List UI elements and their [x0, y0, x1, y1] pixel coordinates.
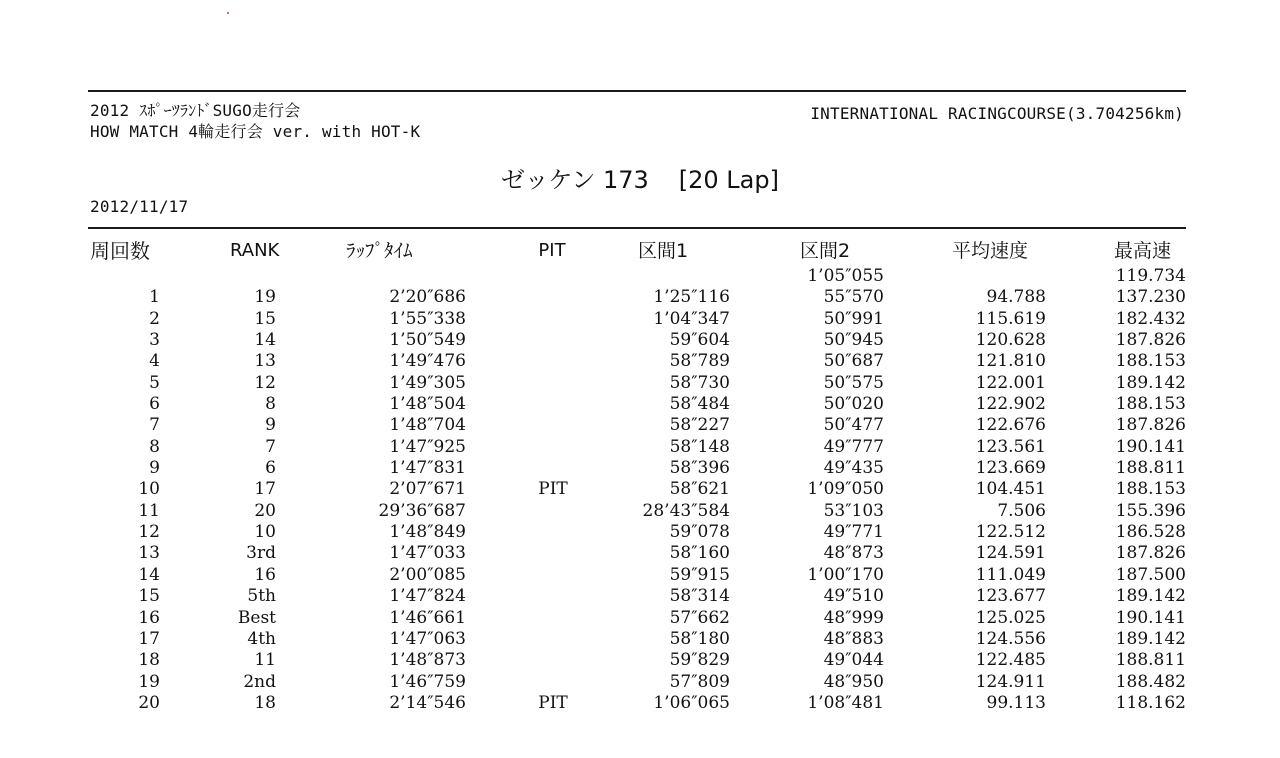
- cell-sector1: 59″829: [669, 650, 730, 671]
- cell-lap-time: 1’46″759: [389, 671, 466, 692]
- cell-max-speed: 188.811: [1115, 458, 1186, 479]
- cell-max-speed: 187.826: [1115, 415, 1186, 436]
- table-row: [0, 650, 1280, 671]
- cell-avg-speed: 124.591: [975, 543, 1046, 564]
- cell-avg-speed: 123.669: [975, 458, 1046, 479]
- cell-lap-time: 1’48″849: [389, 522, 466, 543]
- cell-max-speed: 189.142: [1115, 372, 1186, 393]
- cell-rank: 13: [254, 351, 276, 372]
- cell-lap-time: 2’00″085: [389, 564, 466, 585]
- cell-rank: 5th: [247, 586, 276, 607]
- table-row: [0, 373, 1280, 394]
- cell-avg-speed: 7.506: [997, 500, 1046, 521]
- cell-lap-time: 1’47″831: [389, 458, 466, 479]
- cell-avg-speed: 124.556: [975, 628, 1046, 649]
- table-row: [0, 479, 1280, 500]
- cell-rank: Best: [237, 607, 276, 628]
- out-lap-row: [0, 266, 1280, 287]
- cell-max-speed: 137.230: [1115, 287, 1186, 308]
- cell-lap: 11: [138, 500, 160, 521]
- cell-avg-speed: 122.902: [975, 394, 1046, 415]
- cell-lap: 16: [138, 607, 160, 628]
- cell-sector2: 55″570: [823, 287, 884, 308]
- cell-avg-speed: 122.001: [975, 372, 1046, 393]
- cell-rank: 6: [265, 458, 276, 479]
- table-row: [0, 437, 1280, 458]
- cell-lap: 14: [138, 564, 160, 585]
- cell-lap-time: 2’20″686: [389, 287, 466, 308]
- cell-sector1: 28’43″584: [642, 500, 730, 521]
- cell-sector2: 1’05″055: [807, 266, 884, 286]
- cell-max-speed: 182.432: [1115, 308, 1186, 329]
- cell-lap-time: 1’49″476: [389, 351, 466, 372]
- cell-rank: 10: [254, 522, 276, 543]
- cell-avg-speed: 111.049: [975, 564, 1046, 585]
- table-row: [0, 458, 1280, 479]
- col-header-avg-speed: 平均速度: [952, 240, 1029, 262]
- cell-sector2: 50″575: [823, 372, 884, 393]
- cell-sector2: 50″477: [823, 415, 884, 436]
- cell-max-speed: 188.811: [1115, 650, 1186, 671]
- lap-count-label: [20 Lap]: [678, 166, 779, 194]
- cell-sector1: 58″789: [669, 351, 730, 372]
- table-row: [0, 693, 1280, 714]
- cell-sector2: 1’08″481: [807, 692, 884, 713]
- table-row: [0, 608, 1280, 629]
- cell-max-speed: 187.826: [1115, 330, 1186, 351]
- cell-sector1: 58″314: [669, 586, 730, 607]
- cell-lap: 10: [138, 479, 160, 500]
- cell-rank: 4th: [247, 628, 276, 649]
- cell-sector2: 49″777: [823, 436, 884, 457]
- cell-rank: 20: [254, 500, 276, 521]
- cell-lap: 20: [138, 692, 160, 713]
- cell-sector1: 58″621: [669, 479, 730, 500]
- table-row: [0, 501, 1280, 522]
- cell-sector2: 50″945: [823, 330, 884, 351]
- cell-pit: PIT: [538, 479, 568, 500]
- table-row: [0, 309, 1280, 330]
- cell-lap-time: 1’48″504: [389, 394, 466, 415]
- cell-sector2: 49″771: [823, 522, 884, 543]
- cell-max-speed: 187.826: [1115, 543, 1186, 564]
- cell-rank: 12: [254, 372, 276, 393]
- cell-sector1: 57″662: [669, 607, 730, 628]
- cell-lap-time: 29’36″687: [378, 500, 466, 521]
- cell-max-speed: 190.141: [1115, 436, 1186, 457]
- col-header-max-speed: 最高速: [1114, 240, 1172, 262]
- event-subtitle: HOW MATCH 4輪走行会 ver. with HOT-K: [90, 122, 421, 141]
- cell-lap-time: 2’07″671: [389, 479, 466, 500]
- cell-max-speed: 155.396: [1115, 500, 1186, 521]
- cell-sector1: 59″604: [669, 330, 730, 351]
- cell-lap: 6: [149, 394, 160, 415]
- cell-avg-speed: 115.619: [975, 308, 1046, 329]
- cell-sector2: 1’09″050: [807, 479, 884, 500]
- cell-sector2: 49″435: [823, 458, 884, 479]
- cell-lap: 5: [149, 372, 160, 393]
- table-row: [0, 543, 1280, 564]
- session-date: 2012/11/17: [90, 197, 189, 216]
- cell-sector2: 48″999: [823, 607, 884, 628]
- cell-avg-speed: 123.561: [975, 436, 1046, 457]
- cell-sector1: 58″730: [669, 372, 730, 393]
- cell-lap: 1: [149, 287, 160, 308]
- event-title: 2012 ｽﾎﾟｰﾂﾗﾝﾄﾞSUGO走行会: [90, 101, 301, 120]
- cell-lap: 2: [149, 308, 160, 329]
- cell-rank: 14: [254, 330, 276, 351]
- cell-sector1: 58″396: [669, 458, 730, 479]
- paper-speck: [227, 12, 229, 14]
- cell-sector2: 50″020: [823, 394, 884, 415]
- col-header-pit: PIT: [538, 240, 566, 261]
- cell-avg-speed: 122.512: [975, 522, 1046, 543]
- cell-lap-time: 1’46″661: [389, 607, 466, 628]
- cell-lap-time: 1’55″338: [389, 308, 466, 329]
- table-row: [0, 522, 1280, 543]
- lap-time-table: [0, 236, 1280, 714]
- cell-max-speed: 119.734: [1115, 266, 1186, 286]
- table-row: [0, 330, 1280, 351]
- cell-rank: 19: [254, 287, 276, 308]
- table-row: [0, 394, 1280, 415]
- cell-lap: 8: [149, 436, 160, 457]
- cell-sector2: 1’00″170: [807, 564, 884, 585]
- cell-sector1: 58″148: [669, 436, 730, 457]
- cell-avg-speed: 99.113: [986, 692, 1046, 713]
- cell-sector1: 58″160: [669, 543, 730, 564]
- cell-sector2: 48″950: [823, 671, 884, 692]
- table-body: [0, 287, 1280, 714]
- cell-rank: 17: [254, 479, 276, 500]
- cell-sector1: 57″809: [669, 671, 730, 692]
- table-row: [0, 351, 1280, 372]
- top-divider: [88, 90, 1186, 92]
- cell-max-speed: 187.500: [1115, 564, 1186, 585]
- cell-lap: 12: [138, 522, 160, 543]
- cell-sector1: 1’25″116: [653, 287, 730, 308]
- cell-lap: 9: [149, 458, 160, 479]
- cell-lap-time: 1’48″873: [389, 650, 466, 671]
- cell-rank: 11: [254, 650, 276, 671]
- page-title: [0, 164, 1280, 196]
- cell-max-speed: 188.153: [1115, 394, 1186, 415]
- cell-rank: 9: [265, 415, 276, 436]
- cell-avg-speed: 104.451: [975, 479, 1046, 500]
- cell-lap-time: 1’47″033: [389, 543, 466, 564]
- cell-sector1: 59″915: [669, 564, 730, 585]
- cell-avg-speed: 122.485: [975, 650, 1046, 671]
- cell-sector2: 49″510: [823, 586, 884, 607]
- cell-lap: 7: [149, 415, 160, 436]
- cell-pit: PIT: [538, 692, 568, 713]
- cell-avg-speed: 125.025: [975, 607, 1046, 628]
- table-row: [0, 586, 1280, 607]
- cell-avg-speed: 122.676: [975, 415, 1046, 436]
- cell-lap-time: 1’47″925: [389, 436, 466, 457]
- car-number-label: ゼッケン 173: [501, 166, 649, 194]
- col-header-sector1: 区間1: [638, 240, 689, 262]
- course-name: INTERNATIONAL RACINGCOURSE(3.704256km): [810, 104, 1184, 123]
- cell-sector1: 1’04″347: [653, 308, 730, 329]
- cell-max-speed: 186.528: [1115, 522, 1186, 543]
- cell-max-speed: 188.482: [1115, 671, 1186, 692]
- cell-rank: 2nd: [243, 671, 276, 692]
- cell-sector1: 1’06″065: [653, 692, 730, 713]
- table-row: [0, 629, 1280, 650]
- table-row: [0, 287, 1280, 308]
- cell-rank: 8: [265, 394, 276, 415]
- col-header-rank: RANK: [230, 240, 280, 261]
- col-header-lap: 周回数: [90, 239, 150, 263]
- cell-max-speed: 188.153: [1115, 351, 1186, 372]
- cell-avg-speed: 121.810: [975, 351, 1046, 372]
- cell-sector2: 48″873: [823, 543, 884, 564]
- cell-avg-speed: 124.911: [975, 671, 1046, 692]
- table-row: [0, 565, 1280, 586]
- cell-sector1: 58″484: [669, 394, 730, 415]
- table-row: [0, 415, 1280, 436]
- cell-max-speed: 118.162: [1115, 692, 1186, 713]
- cell-lap-time: 1’49″305: [389, 372, 466, 393]
- table-header: [0, 236, 1280, 266]
- cell-max-speed: 190.141: [1115, 607, 1186, 628]
- cell-lap: 17: [138, 628, 160, 649]
- cell-rank: 16: [254, 564, 276, 585]
- cell-lap: 19: [138, 671, 160, 692]
- cell-sector1: 58″180: [669, 628, 730, 649]
- cell-lap-time: 2’14″546: [389, 692, 466, 713]
- cell-rank: 15: [254, 308, 276, 329]
- cell-sector2: 50″991: [823, 308, 884, 329]
- cell-max-speed: 189.142: [1115, 586, 1186, 607]
- cell-avg-speed: 94.788: [986, 287, 1046, 308]
- cell-sector2: 48″883: [823, 628, 884, 649]
- cell-lap: 15: [138, 586, 160, 607]
- cell-lap: 4: [149, 351, 160, 372]
- cell-rank: 7: [265, 436, 276, 457]
- cell-lap: 13: [138, 543, 160, 564]
- table-divider: [88, 227, 1186, 229]
- cell-lap-time: 1’47″824: [389, 586, 466, 607]
- cell-lap-time: 1’50″549: [389, 330, 466, 351]
- cell-lap: 3: [149, 330, 160, 351]
- cell-lap-time: 1’48″704: [389, 415, 466, 436]
- cell-rank: 3rd: [246, 543, 276, 564]
- cell-rank: 18: [254, 692, 276, 713]
- cell-avg-speed: 123.677: [975, 586, 1046, 607]
- cell-sector2: 50″687: [823, 351, 884, 372]
- cell-sector1: 58″227: [669, 415, 730, 436]
- cell-max-speed: 189.142: [1115, 628, 1186, 649]
- cell-lap-time: 1’47″063: [389, 628, 466, 649]
- col-header-lap-time: ﾗｯﾌﾟﾀｲﾑ: [346, 240, 413, 262]
- cell-max-speed: 188.153: [1115, 479, 1186, 500]
- table-row: [0, 672, 1280, 693]
- cell-sector1: 59″078: [669, 522, 730, 543]
- cell-avg-speed: 120.628: [975, 330, 1046, 351]
- cell-sector2: 53″103: [823, 500, 884, 521]
- cell-sector2: 49″044: [823, 650, 884, 671]
- col-header-sector2: 区間2: [800, 240, 851, 262]
- cell-lap: 18: [138, 650, 160, 671]
